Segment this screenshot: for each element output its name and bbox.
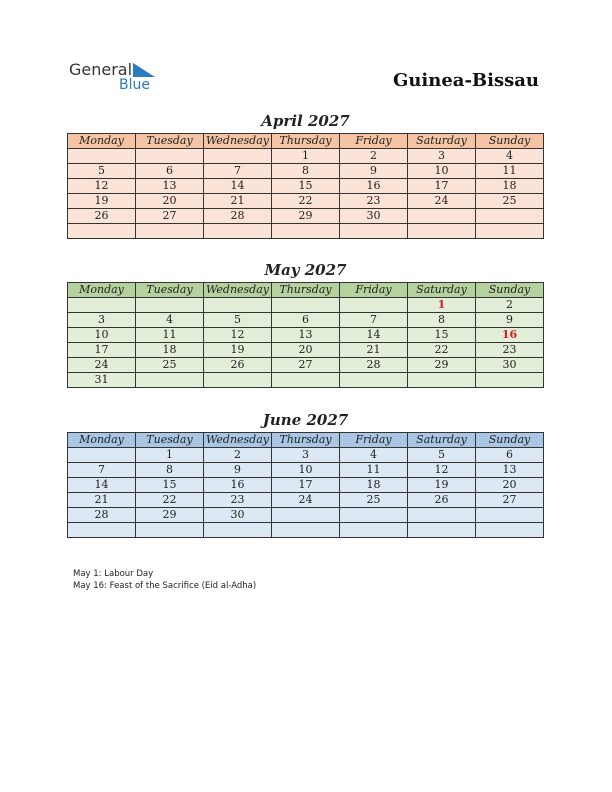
- weekday-header: Saturday: [408, 134, 476, 149]
- day-cell: [476, 224, 544, 239]
- day-cell: 11: [136, 328, 204, 343]
- day-cell: [136, 298, 204, 313]
- day-cell: [272, 523, 340, 538]
- day-cell: 25: [136, 358, 204, 373]
- day-cell: 8: [136, 463, 204, 478]
- weekday-header: Tuesday: [136, 283, 204, 298]
- day-cell: 25: [476, 194, 544, 209]
- month-title-april: April 2027: [261, 112, 350, 130]
- day-cell: 1: [272, 149, 340, 164]
- day-cell: 3: [68, 313, 136, 328]
- day-cell: 18: [476, 179, 544, 194]
- day-cell: 19: [204, 343, 272, 358]
- day-cell: [340, 224, 408, 239]
- weekday-header: Wednesday: [204, 134, 272, 149]
- weekday-header: Monday: [68, 134, 136, 149]
- day-cell: 21: [204, 194, 272, 209]
- day-cell: 2: [340, 149, 408, 164]
- day-cell: 5: [68, 164, 136, 179]
- week-row: [68, 478, 544, 493]
- calendar-may: [67, 282, 544, 388]
- day-cell: [136, 523, 204, 538]
- day-cell: 23: [340, 194, 408, 209]
- day-cell: 10: [408, 164, 476, 179]
- day-cell: [136, 149, 204, 164]
- day-cell: [408, 224, 476, 239]
- logo-word-blue: Blue: [119, 77, 150, 93]
- day-cell: 27: [272, 358, 340, 373]
- generalblue-logo: [69, 60, 169, 96]
- day-cell: 24: [68, 358, 136, 373]
- day-cell: [340, 298, 408, 313]
- day-cell: 6: [136, 164, 204, 179]
- day-cell: 6: [272, 313, 340, 328]
- day-cell: 22: [408, 343, 476, 358]
- weekday-header: Friday: [340, 134, 408, 149]
- weekday-header: Wednesday: [204, 433, 272, 448]
- weekday-header: Monday: [68, 283, 136, 298]
- week-row: [68, 523, 544, 538]
- weekday-header: Wednesday: [204, 283, 272, 298]
- week-row: [68, 358, 544, 373]
- day-cell: 13: [476, 463, 544, 478]
- week-row: [68, 149, 544, 164]
- day-cell: 17: [272, 478, 340, 493]
- day-cell: [68, 224, 136, 239]
- day-cell: 14: [340, 328, 408, 343]
- weekday-header: Sunday: [476, 283, 544, 298]
- day-cell: [272, 508, 340, 523]
- calendar-april: [67, 133, 544, 239]
- day-cell: 9: [340, 164, 408, 179]
- day-cell: 13: [136, 179, 204, 194]
- day-cell: 2: [204, 448, 272, 463]
- day-cell: [204, 298, 272, 313]
- day-cell: 28: [68, 508, 136, 523]
- day-cell: 18: [340, 478, 408, 493]
- weekday-header: Thursday: [272, 134, 340, 149]
- country-title: Guinea-Bissau: [392, 70, 539, 91]
- weekday-header: Sunday: [476, 134, 544, 149]
- weekday-header: Tuesday: [136, 134, 204, 149]
- day-cell: 16: [476, 328, 544, 343]
- day-cell: 5: [204, 313, 272, 328]
- day-cell: 15: [272, 179, 340, 194]
- week-row: [68, 493, 544, 508]
- day-cell: 9: [476, 313, 544, 328]
- week-row: [68, 179, 544, 194]
- weekday-header: Sunday: [476, 433, 544, 448]
- day-cell: 26: [68, 209, 136, 224]
- day-cell: 1: [136, 448, 204, 463]
- day-cell: 17: [68, 343, 136, 358]
- day-cell: [136, 224, 204, 239]
- day-cell: 22: [136, 493, 204, 508]
- day-cell: [204, 149, 272, 164]
- weekday-header: Saturday: [408, 283, 476, 298]
- day-cell: 6: [476, 448, 544, 463]
- day-cell: 14: [204, 179, 272, 194]
- week-row: [68, 164, 544, 179]
- day-cell: 12: [68, 179, 136, 194]
- week-row: [68, 313, 544, 328]
- weekday-header: Thursday: [272, 433, 340, 448]
- day-cell: [204, 224, 272, 239]
- day-cell: 26: [408, 493, 476, 508]
- month-title-june: June 2027: [262, 411, 349, 429]
- day-cell: [408, 373, 476, 388]
- day-cell: 7: [204, 164, 272, 179]
- day-cell: 7: [68, 463, 136, 478]
- week-row: [68, 194, 544, 209]
- day-cell: [68, 298, 136, 313]
- week-row: [68, 463, 544, 478]
- weekday-header: Saturday: [408, 433, 476, 448]
- day-cell: 20: [136, 194, 204, 209]
- day-cell: 11: [340, 463, 408, 478]
- day-cell: 27: [136, 209, 204, 224]
- day-cell: 11: [476, 164, 544, 179]
- day-cell: 2: [476, 298, 544, 313]
- day-cell: 21: [340, 343, 408, 358]
- day-cell: 5: [408, 448, 476, 463]
- day-cell: [408, 209, 476, 224]
- day-cell: 28: [204, 209, 272, 224]
- day-cell: [68, 149, 136, 164]
- day-cell: 19: [408, 478, 476, 493]
- day-cell: 29: [136, 508, 204, 523]
- day-cell: 3: [408, 149, 476, 164]
- day-cell: 29: [408, 358, 476, 373]
- day-cell: 30: [340, 209, 408, 224]
- day-cell: 14: [68, 478, 136, 493]
- logo-word-general: General: [69, 60, 133, 79]
- week-row: [68, 343, 544, 358]
- day-cell: [204, 373, 272, 388]
- day-cell: [272, 298, 340, 313]
- week-row: [68, 298, 544, 313]
- day-cell: 1: [408, 298, 476, 313]
- day-cell: 10: [68, 328, 136, 343]
- day-cell: 19: [68, 194, 136, 209]
- day-cell: [68, 448, 136, 463]
- day-cell: 20: [272, 343, 340, 358]
- day-cell: [340, 508, 408, 523]
- day-cell: [204, 523, 272, 538]
- day-cell: [136, 373, 204, 388]
- weekday-header: Thursday: [272, 283, 340, 298]
- calendar-june: [67, 432, 544, 538]
- day-cell: 23: [476, 343, 544, 358]
- weekday-header: Friday: [340, 433, 408, 448]
- holiday-notes: [73, 568, 256, 592]
- day-cell: [476, 373, 544, 388]
- day-cell: 16: [340, 179, 408, 194]
- day-cell: [408, 523, 476, 538]
- day-cell: 4: [340, 448, 408, 463]
- day-cell: 24: [272, 493, 340, 508]
- day-cell: 12: [408, 463, 476, 478]
- day-cell: 15: [408, 328, 476, 343]
- day-cell: [476, 508, 544, 523]
- day-cell: 8: [408, 313, 476, 328]
- day-cell: 4: [136, 313, 204, 328]
- day-cell: 8: [272, 164, 340, 179]
- day-cell: 21: [68, 493, 136, 508]
- logo-triangle-icon: [133, 63, 155, 77]
- holiday-note: May 1: Labour Day: [73, 569, 154, 579]
- day-cell: 26: [204, 358, 272, 373]
- day-cell: 29: [272, 209, 340, 224]
- day-cell: 23: [204, 493, 272, 508]
- day-cell: 16: [204, 478, 272, 493]
- week-row: [68, 448, 544, 463]
- day-cell: 3: [272, 448, 340, 463]
- week-row: [68, 508, 544, 523]
- day-cell: 31: [68, 373, 136, 388]
- day-cell: [68, 523, 136, 538]
- day-cell: 15: [136, 478, 204, 493]
- day-cell: 10: [272, 463, 340, 478]
- week-row: [68, 373, 544, 388]
- week-row: [68, 328, 544, 343]
- day-cell: 7: [340, 313, 408, 328]
- day-cell: 25: [340, 493, 408, 508]
- day-cell: 22: [272, 194, 340, 209]
- day-cell: 12: [204, 328, 272, 343]
- weekday-header: Monday: [68, 433, 136, 448]
- day-cell: [272, 224, 340, 239]
- day-cell: 9: [204, 463, 272, 478]
- day-cell: 4: [476, 149, 544, 164]
- day-cell: 30: [204, 508, 272, 523]
- month-title-may: May 2027: [264, 261, 347, 279]
- day-cell: 30: [476, 358, 544, 373]
- day-cell: 28: [340, 358, 408, 373]
- weekday-header: Tuesday: [136, 433, 204, 448]
- day-cell: [340, 523, 408, 538]
- day-cell: 24: [408, 194, 476, 209]
- day-cell: [272, 373, 340, 388]
- holiday-note: May 16: Feast of the Sacrifice (Eid al-Adha): [73, 581, 257, 591]
- day-cell: [476, 523, 544, 538]
- day-cell: [476, 209, 544, 224]
- day-cell: [408, 508, 476, 523]
- day-cell: 18: [136, 343, 204, 358]
- weekday-header: Friday: [340, 283, 408, 298]
- week-row: [68, 224, 544, 239]
- day-cell: 27: [476, 493, 544, 508]
- day-cell: [340, 373, 408, 388]
- day-cell: 20: [476, 478, 544, 493]
- week-row: [68, 209, 544, 224]
- day-cell: 13: [272, 328, 340, 343]
- day-cell: 17: [408, 179, 476, 194]
